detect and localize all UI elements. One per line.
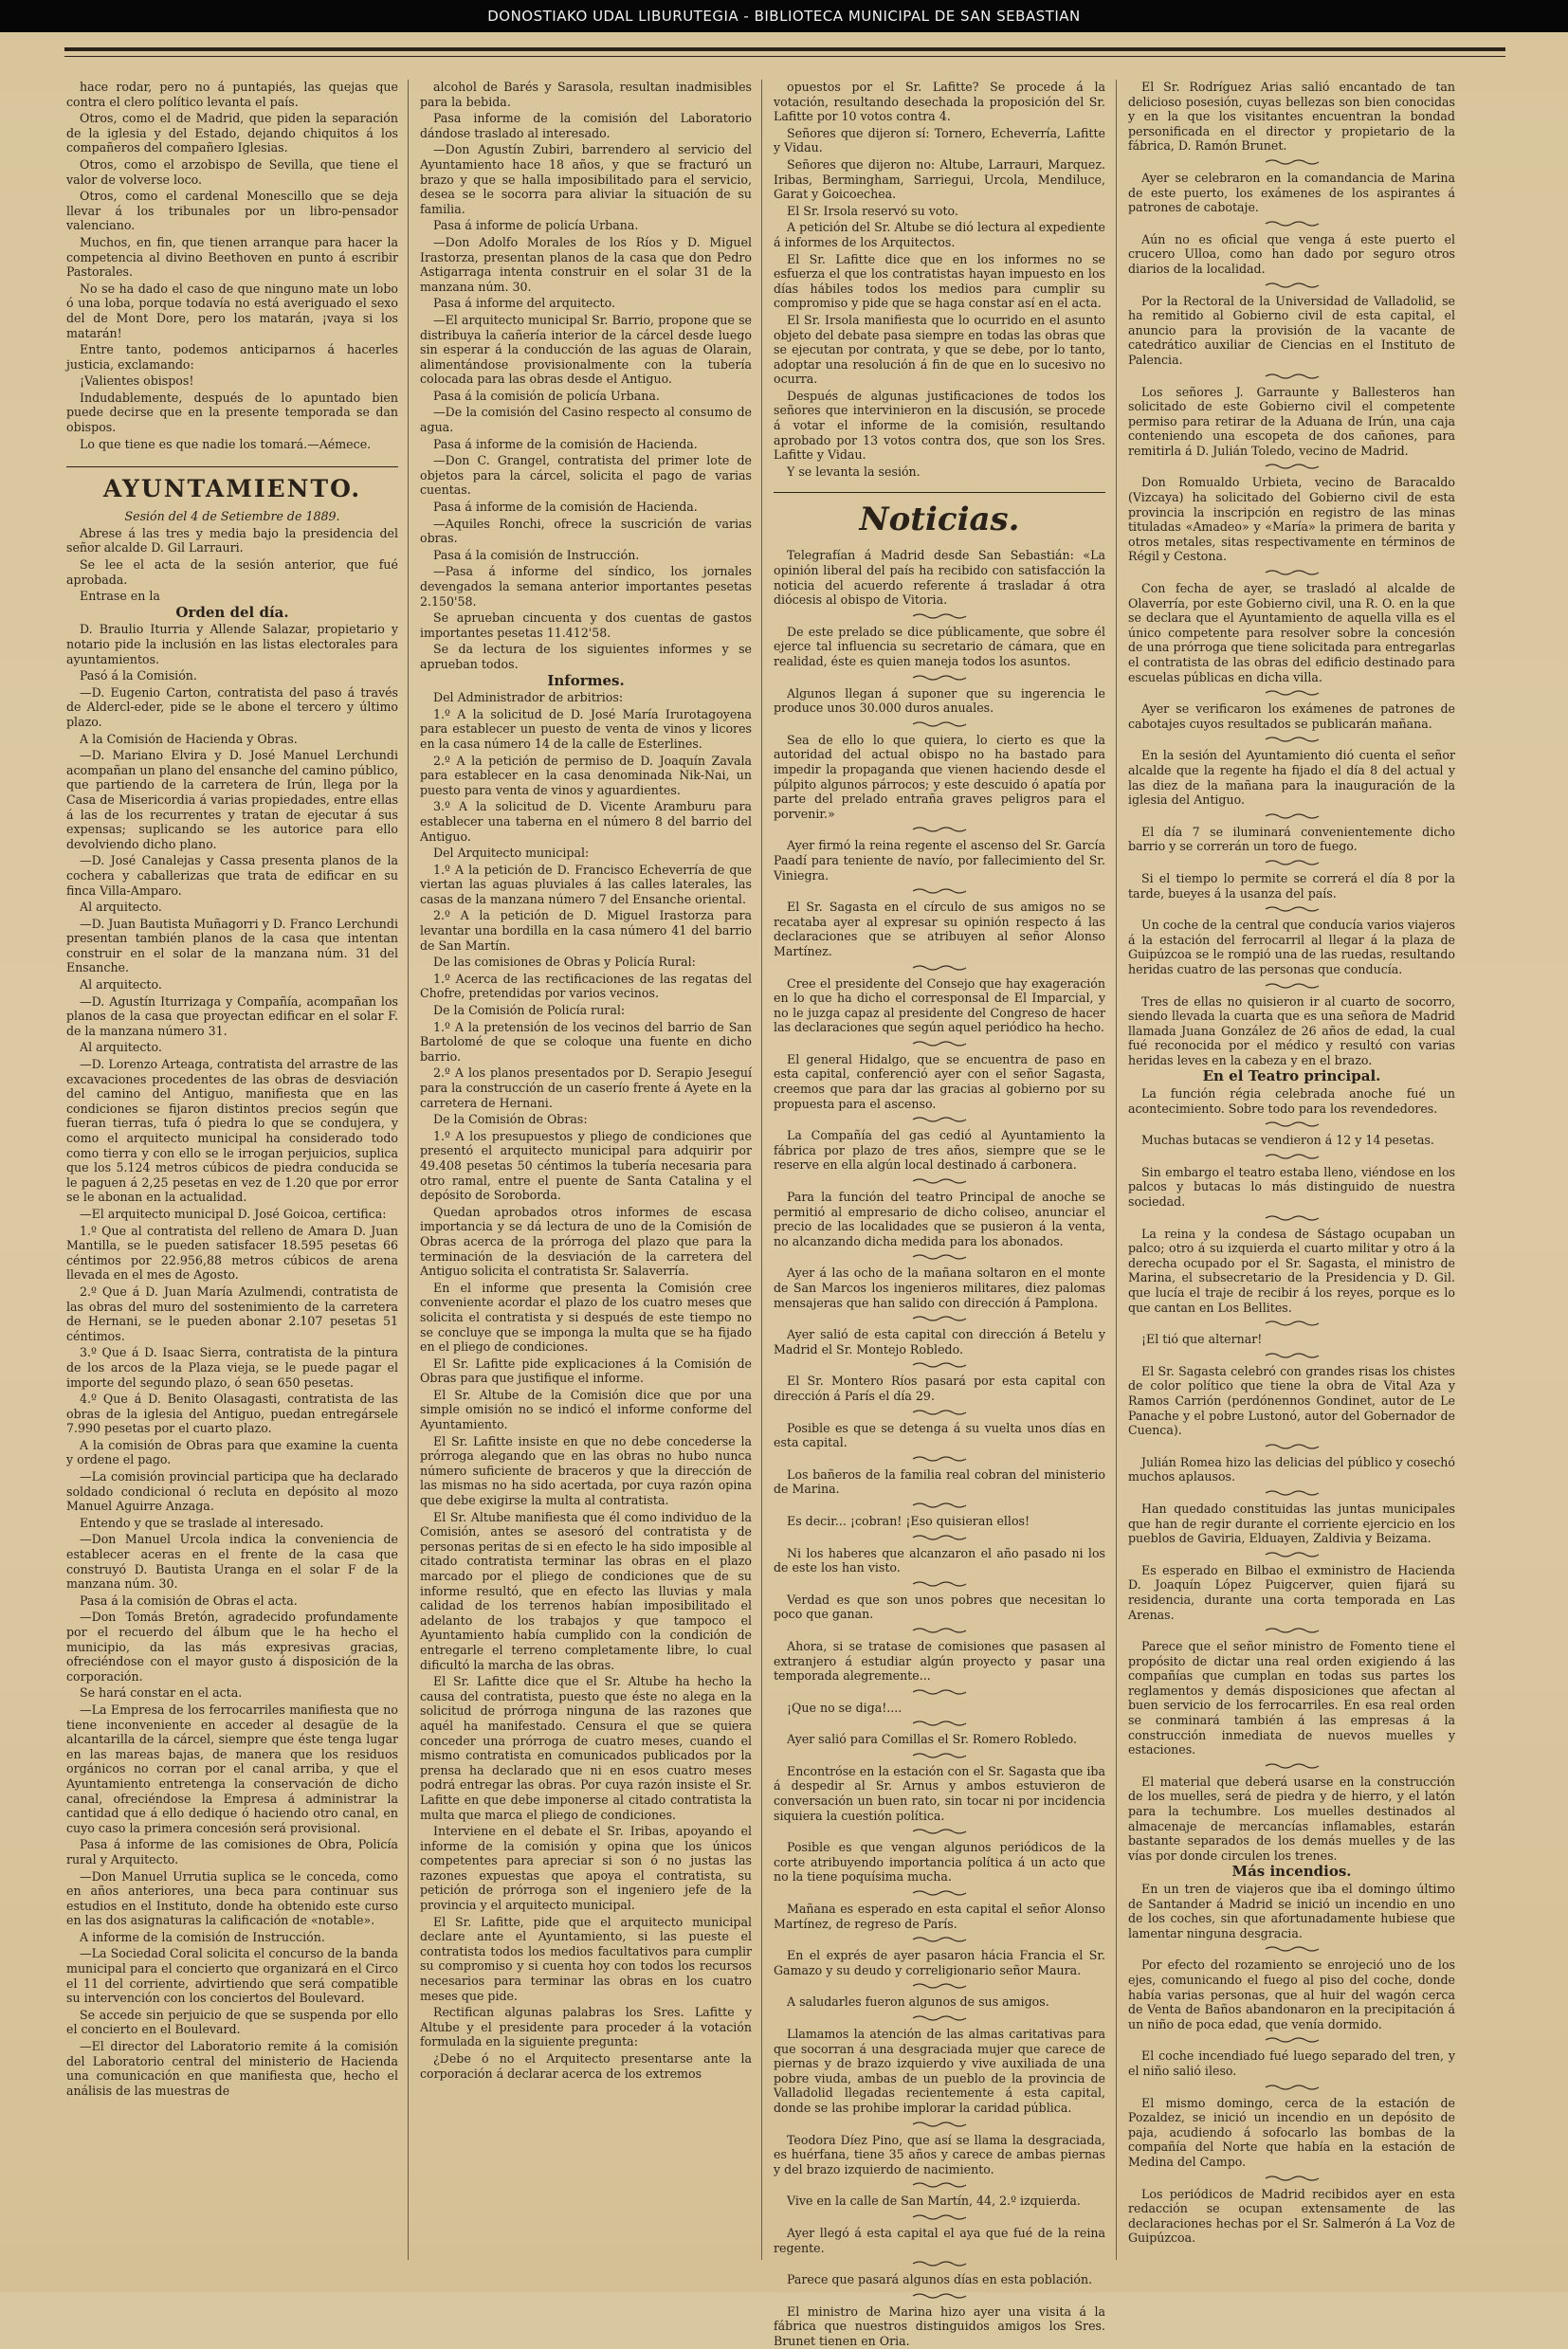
paragraph: 2.º A la petición de permiso de D. Joaquín Zavala para establecer en la casa denominada Nik-Nai, un puesto para venta de vinos y aguardientes. bbox=[420, 753, 752, 797]
column-3-part-a bbox=[774, 80, 1105, 479]
paragraph: 1.º Acerca de las rectificaciones de las regatas del Chofre, pretendidas por varios vecinos. bbox=[420, 971, 752, 1001]
paragraph: En el exprés de ayer pasaron hácia Francia el Sr. Gamazo y su deudo y correligionario señor Maura. bbox=[774, 1948, 1105, 1977]
paragraph: Aún no es oficial que venga á este puerto el crucero Ulloa, como han dado por seguro otros diarios de la localidad. bbox=[1128, 231, 1455, 276]
paragraph: El Sr. Montero Ríos pasará por esta capital con dirección á París el día 29. bbox=[774, 1374, 1105, 1403]
paragraph: Los señores J. Garraunte y Ballesteros han solicitado de este Gobierno civil el competente permiso para retirar de la Aduana de Irún, una caja conteniendo una escopeta de dos cañones, para remitirla á D. Julián Toledo, vecino de Madrid. bbox=[1128, 384, 1455, 458]
paragraph: El Sr. Altube manifiesta que él como individuo de la Comisión, antes se asesoró del contratista y de personas peritas de si en efecto le ha sido imposible al citado contratista terminar las obras en el plazo marcado por el pliego de condiciones que de su informe resultó, que en efecto las lluvias y mala calidad de los terrenos habían imposibilitado el adelanto de los trabajos y que tampoco el Ayuntamiento había cumplido con la condición de entregarle el terreno completamente libre, lo cual dificultó la marcha de las obras. bbox=[420, 1509, 752, 1672]
paragraph: El Sr. Lafitte dice que en los informes no se esfuerza el que los contratistas hayan impuesto en los días hábiles todos los medios para cumplir su compromiso y pide que se haga constar así en el acta. bbox=[774, 251, 1105, 311]
noticias-body bbox=[774, 548, 1105, 2348]
paragraph: Lo que tiene es que nadie los tomará.—Aémece. bbox=[80, 436, 372, 451]
paragraph: El Sr. Rodríguez Arias salió encantado de tan delicioso posesión, cuyas bellezas son bien conocidas y en la que los visitantes encuentran la bondad personificada en el director y propietario de la fábrica, D. Ramón Brunet. bbox=[1128, 80, 1455, 154]
paragraph: Teodora Díez Pino, que así se llama la desgraciada, es huérfana, tiene 35 años y carece de ambas piernas y del brazo izquierdo de nacimiento. bbox=[774, 2132, 1105, 2176]
item-separator bbox=[1264, 1443, 1321, 1450]
paragraph: Ayer salió de esta capital con dirección á Betelu y Madrid el Sr. Montejo Robledo. bbox=[774, 1327, 1105, 1357]
paragraph: El Sr. Lafitte dice que el Sr. Altube ha hecho la causa del contratista, puesto que éste no alega en la solicitud de prórroga ninguna de las razones que aquél ha manifestado. Censura el que se quiera conceder una prórroga de cuatro meses, cuando el mismo contratista en comunicados publicados por la prensa ha declarado que ni en esos cuatro meses podrá entregar las obras. Por cuya razón insiste el Sr. Lafitte en que debe imponerse al citado contratista la multa que marca el pliego de condiciones. bbox=[420, 1674, 752, 1822]
paragraph: Al arquitecto. bbox=[80, 977, 162, 992]
paragraph: —El director del Laboratorio remite á la comisión del Laboratorio central del ministerio de Hacienda una comunicación en que manifiesta que, hecho el análisis de las muestras de bbox=[66, 2039, 398, 2098]
paragraph: El ministro de Marina hizo ayer una visita á la fábrica que nuestros distinguidos amigos los Sres. Brunet tienen en Oria. bbox=[774, 2303, 1105, 2348]
paragraph: Parece que pasará algunos días en esta población. bbox=[787, 2272, 1093, 2287]
paragraph: —De la comisión del Casino respecto al consumo de agua. bbox=[420, 405, 752, 435]
paragraph: Al arquitecto. bbox=[80, 1040, 162, 1055]
paragraph: La función régia celebrada anoche fué un acontecimiento. Sobre todo para los revendedores. bbox=[1128, 1086, 1455, 1116]
paragraph: Mañana es esperado en esta capital el señor Alonso Martínez, de regreso de París. bbox=[774, 1902, 1105, 1931]
paragraph: De este prelado se dice públicamente, que sobre él ejerce tal influencia su secretario de cámara, que en realidad, éste es quien maneja todos los asuntos. bbox=[774, 624, 1105, 668]
paragraph: Ayer se celebraron en la comandancia de Marina de este puerto, los exámenes de los aspirantes á patrones de cabotaje. bbox=[1128, 170, 1455, 215]
paragraph: —La Sociedad Coral solicita el concurso de la banda municipal para el concierto que organizará en el Circo el 11 del corriente, advirtiendo que será compatible su intervención con los conciertos del Boulevard. bbox=[66, 1946, 398, 2006]
paragraph: Entendo y que se traslade al interesado. bbox=[80, 1515, 324, 1530]
paragraph: Por la Rectoral de la Universidad de Valladolid, se ha remitido al Gobierno civil de esta capital, el anuncio para la provisión de la vacante de catedrático auxiliar de Ciencias en el Instituto de Palencia. bbox=[1128, 293, 1455, 367]
library-banner: DONOSTIAKO UDAL LIBURUTEGIA - BIBLIOTECA MUNICIPAL DE SAN SEBASTIAN bbox=[0, 0, 1568, 32]
item-separator bbox=[911, 2014, 968, 2022]
paragraph: A petición del Sr. Altube se dió lectura al expediente á informes de los Arquitectos. bbox=[774, 220, 1105, 249]
paragraph: —D. José Canalejas y Cassa presenta planos de la cochera y caballerizas que trata de edificar en su finca Villa-Amparo. bbox=[66, 853, 398, 898]
paragraph: Julián Romea hizo las delicias del público y cosechó muchos aplausos. bbox=[1128, 1454, 1455, 1484]
paragraph: En la sesión del Ayuntamiento dió cuenta el señor alcalde que la regente ha fijado el día 8 del actual y las diez de la mañana para la inauguración de la iglesia del Antiguo. bbox=[1128, 748, 1455, 808]
paragraph: Del Arquitecto municipal: bbox=[433, 846, 590, 861]
item-separator bbox=[1264, 1489, 1321, 1497]
paragraph: Vive en la calle de San Martín, 44, 2.º izquierda. bbox=[787, 2194, 1081, 2209]
paragraph: Para la función del teatro Principal de anoche se permitió al empresario de dicho coliseo, anunciar el precio de las localidades que se pusieron á la venta, no alcanzando dicha medida para los abonados. bbox=[774, 1190, 1105, 1248]
paragraph: —D. Mariano Elvira y D. José Manuel Lerchundi acompañan un plano del ensanche del camino público, que partiendo de la carretera de Irún, llega por la Casa de Misericordia á varias propiedades, entre ellas á las de los recurrentes y tratan de ejecutar á sus expensas; suplicando se les autorice para ello devolviendo dicho plano. bbox=[66, 748, 398, 851]
item-separator bbox=[1264, 2036, 1321, 2044]
paragraph: Del Administrador de arbitrios: bbox=[433, 690, 624, 705]
paragraph: —Don C. Grangel, contratista del primer lote de objetos para la cárcel, solicita el pago de varias cuentas. bbox=[420, 453, 752, 498]
column-2-part-a bbox=[420, 80, 752, 672]
opening-paragraphs bbox=[66, 526, 398, 604]
item-separator bbox=[911, 2121, 968, 2128]
paragraph: Sin embargo el teatro estaba lleno, viéndose en los palcos y butacas lo más distinguido de nuestra sociedad. bbox=[1128, 1164, 1455, 1210]
item-separator bbox=[911, 1177, 968, 1185]
paragraph: A saludarles fueron algunos de sus amigos. bbox=[787, 1994, 1049, 2010]
paragraph: 1.º A la solicitud de D. José María Irurotagoyena para establecer un puesto de venta de vinos y licores en la casa número 14 de la calle de Esterlines. bbox=[420, 706, 752, 751]
paragraph: A la Comisión de Hacienda y Obras. bbox=[80, 731, 298, 746]
item-separator bbox=[1264, 2084, 1321, 2091]
item-separator bbox=[1264, 859, 1321, 866]
column-4 bbox=[1128, 80, 1455, 2269]
item-separator bbox=[911, 720, 968, 728]
paragraph: Señores que dijeron sí: Tornero, Echeverría, Lafitte y Vidau. bbox=[774, 125, 1105, 155]
paragraph: De la Comisión de Obras: bbox=[433, 1112, 588, 1127]
item-separator bbox=[911, 826, 968, 833]
paragraph: —D. Eugenio Carton, contratista del paso á través de Aldercl-eder, pide se le abone el tercero y último plazo. bbox=[66, 684, 398, 729]
item-separator bbox=[1264, 1214, 1321, 1222]
item-separator bbox=[1264, 736, 1321, 743]
item-separator bbox=[911, 1315, 968, 1322]
paragraph: De la Comisión de Policía rural: bbox=[433, 1003, 626, 1018]
item-separator bbox=[911, 1253, 968, 1261]
paragraph: —D. Juan Bautista Muñagorri y D. Franco Lerchundi presentan también planos de la casa que intentan construir en el solar de la manzana núm. 31 del Ensanche. bbox=[66, 916, 398, 975]
paragraph: Por efecto del rozamiento se enrojeció uno de los ejes, comunicando el fuego al piso del coche, donde había varias personas, que al huir del wagón cerca de Venta de Baños abandonaron en la precipitación á un niño de poca edad, que venía dormido. bbox=[1128, 1958, 1455, 2031]
paragraph: 2.º Que á D. Juan María Azulmendi, contratista de las obras del muro del sostenimiento de la carretera de Hernani, se le pueden abonar 2.107 pesetas 51 céntimos. bbox=[66, 1284, 398, 1343]
column-2 bbox=[420, 80, 752, 2269]
paragraph: Si el tiempo lo permite se correrá el día 8 por la tarde, bueyes á la usanza del país. bbox=[1128, 870, 1455, 901]
item-separator bbox=[911, 1627, 968, 1634]
paragraph: Pasa á informe de las comisiones de Obra, Policía rural y Arquitecto. bbox=[66, 1837, 398, 1866]
paragraph: Rectifican algunas palabras los Sres. Lafitte y Altube y el presidente para proceder á la votación formulada en la siguiente pregunta: bbox=[420, 2005, 752, 2049]
paragraph: Con fecha de ayer, se trasladó al alcalde de Olaverría, por este Gobierno civil, una R. O. en la que se declara que el Ayuntamiento de aquella villa es el único competente para resolver sobre la concesión de una prórroga que tiene solicitada para entregarlas el contratista de las obras del edificio destinado para escuelas públicas en dicha villa. bbox=[1128, 581, 1455, 684]
column-divider bbox=[761, 80, 762, 2260]
paragraph: alcohol de Barés y Sarasola, resultan inadmisibles para la bebida. bbox=[420, 80, 752, 109]
paragraph: En el informe que presenta la Comisión cree conveniente acordar el plazo de los cuatro meses que solicita el contratista y si después de este tiempo no se concluye que se imponga la multa que se ha fijado en el pliego de condiciones. bbox=[420, 1280, 752, 1355]
item-separator bbox=[911, 674, 968, 682]
paragraph: 3.º A la solicitud de D. Vicente Aramburu para establecer una taberna en el número 8 del barrio del Antiguo. bbox=[420, 799, 752, 844]
paragraph: Ni los haberes que alcanzaron el año pasado ni los de este los han visto. bbox=[774, 1545, 1105, 1575]
item-separator bbox=[911, 1828, 968, 1835]
paragraph: Pasa á la comisión de policía Urbana. bbox=[433, 388, 660, 403]
paragraph: El Sr. Sagasta en el círculo de sus amigos no se recataba ayer al expresar su opinión respecto á las declaraciones que se atribuyen al señor Alonso Martínez. bbox=[774, 900, 1105, 958]
paragraph: Ahora, si se tratase de comisiones que pasasen al extranjero á estudiar algún proyecto y pasar una temporada alegremente... bbox=[774, 1638, 1105, 1684]
column-4-part-a bbox=[1128, 80, 1455, 1067]
item-separator bbox=[911, 1409, 968, 1416]
paragraph: Telegrafían á Madrid desde San Sebastián: «La opinión liberal del país ha recibido con satisfacción la noticia del acuerdo referente á trasladar á otra diócesis al obispo de Vitoria. bbox=[774, 548, 1105, 608]
paragraph: opuestos por el Sr. Lafitte? Se procede á la votación, resultando desechada la proposición del Sr. Lafitte por 10 votos contra 4. bbox=[774, 80, 1105, 124]
paragraph: El Sr. Sagasta celebró con grandes risas los chistes de color político que tiene la obra de Vital Aza y Ramos Carrión (perdónennos Gondinet, autor de Le Panache y el pobre Lustonó, autor del Gobernador de Cuenca). bbox=[1128, 1363, 1455, 1438]
paragraph: Tres de ellas no quisieron ir al cuarto de socorro, siendo llevada la cuarta que es una señora de Madrid llamada Juana González de 26 años de edad, la cual fué reconocida por el médico y resultó con varias heridas leves en la cabeza y en el brazo. bbox=[1128, 993, 1455, 1067]
paragraph: Ayer á las ocho de la mañana soltaron en el monte de San Marcos los ingenieros militares, diez palomas mensajeras que han salido con dirección á Pamplona. bbox=[774, 1266, 1105, 1310]
paragraph: Abrese á las tres y media bajo la presidencia del señor alcalde D. Gil Larrauri. bbox=[66, 525, 398, 555]
item-separator bbox=[1264, 282, 1321, 289]
paragraph: Parece que el señor ministro de Fomento tiene el propósito de dictar una real orden exigiendo á las compañías que cumplan en todas sus partes los reglamentos y demás disposiciones que afectan al buen servicio de los ferrocarriles. En esa real orden se conminará también á las empresas á la construcción inmediata de nuevos muelles y estaciones. bbox=[1128, 1639, 1455, 1757]
paragraph: Posible es que se detenga á su vuelta unos días en esta capital. bbox=[774, 1420, 1105, 1450]
paragraph: Pasa á informe de la comisión de Hacienda. bbox=[433, 436, 698, 451]
item-separator bbox=[1264, 158, 1321, 166]
item-separator bbox=[911, 2181, 968, 2189]
paragraph: Llamamos la atención de las almas caritativas para que socorran á una desgraciada mujer que carece de piernas y de brazo izquierdo y vive auxiliada de una pobre viuda, ambas de un pueblo de la provincia de Valladolid llegadas recientemente á esta capital, donde se las prohibe implorar la caridad pública. bbox=[774, 2027, 1105, 2115]
paragraph: —Pasa á informe del síndico, los jornales devengados la semana anterior importantes pesetas 2.150'58. bbox=[420, 564, 752, 609]
paragraph: Pasa á la comisión de Instrucción. bbox=[433, 547, 640, 562]
item-separator bbox=[1264, 1551, 1321, 1558]
paragraph: Don Romualdo Urbieta, vecino de Baracaldo (Vizcaya) ha solicitado del Gobierno civil de esta provincia la inscripción en registro de las minas tituladas «Amadeo» y «María» la primera de barita y otros metales, sitas respectivamente en términos de Régil y Cestona. bbox=[1128, 475, 1455, 564]
item-separator bbox=[1264, 689, 1321, 697]
incendios-heading: Más incendios. bbox=[1231, 1863, 1352, 1881]
item-separator bbox=[911, 1534, 968, 1541]
paragraph: —Aquiles Ronchi, ofrece la suscrición de varias obras. bbox=[420, 516, 752, 546]
item-separator bbox=[911, 1752, 968, 1759]
paragraph: Interviene en el debate el Sr. Iribas, apoyando el informe de la comisión y opina que los únicos competentes para apreciar si son ó no justas las razones expuestas que apoya el contratista, su petición de prórroga son el ingeniero jefe de la provincia y el arquitecto municipal. bbox=[420, 1824, 752, 1913]
paragraph: Es esperado en Bilbao el exministro de Hacienda D. Joaquín López Puigcerver, quien fijará su residencia, durante una corta temporada en Las Arenas. bbox=[1128, 1562, 1455, 1622]
item-separator bbox=[911, 2292, 968, 2300]
item-separator bbox=[1264, 1945, 1321, 1953]
paragraph: A informe de la comisión de Instrucción. bbox=[80, 1929, 325, 1944]
paragraph: El Sr. Lafitte pide explicaciones á la Comisión de Obras para que justifique el informe. bbox=[420, 1356, 752, 1386]
paragraph: Verdad es que son unos pobres que necesitan lo poco que ganan. bbox=[774, 1592, 1105, 1622]
paragraph: ¿Debe ó no el Arquitecto presentarse ante la corporación á declarar acerca de los extremos bbox=[420, 2051, 752, 2081]
item-separator bbox=[1264, 1320, 1321, 1327]
paragraph: Indudablemente, después de lo apuntado bien puede decirse que en la presente temporada se dan obispos. bbox=[66, 390, 398, 435]
paragraph: 1.º A los presupuestos y pliego de condiciones que presentó el arquitecto municipal para adquirir por 49.408 pesetas 50 céntimos la tubería necesaria para otro ramal, entre el puente de Santa Catalina y el depósito de Soroborda. bbox=[420, 1128, 752, 1203]
noticias-heading: Noticias. bbox=[774, 492, 1105, 538]
paragraph: —Don Agustín Zubiri, barrendero al servicio del Ayuntamiento hace 18 años, y que se fracturó un brazo y que se halla imposibilitado para el servicio, desea se le socorra para aliviar la situación de su familia. bbox=[420, 142, 752, 216]
paragraph: 3.º Que á D. Isaac Sierra, contratista de la pintura de los arcos de la Plaza vieja, se le puede pagar el importe del segundo plazo, ó sean 650 pesetas. bbox=[66, 1345, 398, 1390]
paragraph: Se aprueban cincuenta y dos cuentas de gastos importantes pesetas 11.412'58. bbox=[420, 610, 752, 640]
item-separator bbox=[1264, 1153, 1321, 1160]
paragraph: La reina y la condesa de Sástago ocupaban un palco; otro á su izquierda el cuarto militar y otro á la derecha ocupado por el Sr. Sagasta, el ministro de Marina, el subsecretario de la Presidencia y D. Gil. que lucía el traje de recibir á los reyes, porque es lo que cantan en Los Bellites. bbox=[1128, 1226, 1455, 1315]
paragraph: Se da lectura de los siguientes informes y se aprueban todos. bbox=[420, 642, 752, 671]
paragraph: ¡El tió que alternar! bbox=[1141, 1332, 1263, 1347]
paragraph: El coche incendiado fué luego separado del tren, y el niño salió ileso. bbox=[1128, 2049, 1455, 2078]
column-4-part-c bbox=[1128, 1882, 1455, 2246]
item-separator bbox=[911, 1502, 968, 1509]
paragraph: Ayer se verificaron los exámenes de patrones de cabotajes cuyos resultados se publicarán mañana. bbox=[1128, 701, 1455, 731]
item-separator bbox=[911, 2260, 968, 2267]
paragraph: Pasa á informe de policía Urbana. bbox=[433, 218, 639, 233]
item-separator bbox=[1264, 1352, 1321, 1359]
paragraph: —Don Adolfo Morales de los Ríos y D. Miguel Irastorza, presentan planos de la casa que don Pedro Astigarraga intenta construir en el solar 31 de la manzana núm. 30. bbox=[420, 234, 752, 294]
column-2-part-b bbox=[420, 690, 752, 2081]
paragraph: No se ha dado el caso de que ninguno mate un lobo ó una loba, porque todavía no está averiguado el sexo del de Mont Dore, pero los matarán, ¡vaya si los matarán! bbox=[66, 281, 398, 340]
paragraph: Se lee el acta de la sesión anterior, que fué aprobada. bbox=[66, 557, 398, 587]
paragraph: Pasa á la comisión de Obras el acta. bbox=[80, 1593, 298, 1608]
item-separator bbox=[1264, 905, 1321, 913]
paragraph: Pasa informe de la comisión del Laboratorio dándose traslado al interesado. bbox=[420, 111, 752, 140]
item-separator bbox=[911, 1040, 968, 1047]
paragraph: Es decir... ¡cobran! ¡Eso quisieran ellos! bbox=[787, 1513, 1030, 1528]
paragraph: A la comisión de Obras para que examine la cuenta y ordene el pago. bbox=[66, 1437, 398, 1467]
informes-heading: Informes. bbox=[547, 671, 625, 689]
paragraph: ¡Que no se diga!.... bbox=[787, 1700, 903, 1715]
paragraph: El general Hidalgo, que se encuentra de paso en esta capital, conferenció ayer con el señor Sagasta, creemos que para dar las gracias al gobierno por su propuesta para el ascenso. bbox=[774, 1051, 1105, 1111]
paragraph: Sea de ello lo que quiera, lo cierto es que la autoridad del actual obispo no ha bastado para impedir la propaganda que vienen haciendo desde el púlpito algunos párrocos; y este descuido ó apatía por parte del prelado entraña graves peligros para el porvenir.» bbox=[774, 732, 1105, 821]
paragraph: —El arquitecto municipal Sr. Barrio, propone que se distribuya la cañería interior de la cárcel desde luego sin esperar á la conducción de las aguas de Olarain, alimentándose provisionalmente con la tubería colocada para las obras desde el Antiguo. bbox=[420, 312, 752, 387]
paragraph: Otros, como el cardenal Monescillo que se deja llevar á los tribunales por un libro-pensador valenciano. bbox=[66, 189, 398, 233]
paragraph: —Don Manuel Urcola indica la conveniencia de establecer aceras en el frente de la casa que construyó D. Bautista Uranga en el solar F de la manzana núm. 30. bbox=[66, 1532, 398, 1592]
item-separator bbox=[911, 1116, 968, 1123]
paragraph: El Sr. Lafitte, pide que el arquitecto municipal declare ante el Ayuntamiento, si las pueste el contratista todos los medios facultativos para cumplir su compromiso y si cuenta hoy con todos los recursos necesarios para terminar las obras en los cuatro meses que pide. bbox=[420, 1914, 752, 2003]
paragraph: —D. Agustín Iturrizaga y Compañía, acompañan los planos de la casa que proyectan edificar en el solar F. de la manzana número 31. bbox=[66, 993, 398, 1038]
paragraph: Han quedado constituidas las juntas municipales que han de regir durante el corriente ejercicio en los pueblos de Gaviria, Elduayen, Zaldivia y Beizama. bbox=[1128, 1501, 1455, 1546]
column-1 bbox=[66, 80, 398, 2269]
item-separator bbox=[911, 1936, 968, 1943]
column-3 bbox=[774, 80, 1105, 2348]
paragraph: Los periódicos de Madrid recibidos ayer en esta redacción se ocupan extensamente de las declaraciones hechas por el Sr. Salmerón á La Voz de Guipúzcoa. bbox=[1128, 2186, 1455, 2246]
paragraph: Entre tanto, podemos anticiparnos á hacerles justicia, exclamando: bbox=[66, 342, 398, 372]
paragraph: En un tren de viajeros que iba el domingo último de Santander á Madrid se inició un incendio en uno de los coches, sin que afortunadamente hubiese que lamentar ninguna desgracia. bbox=[1128, 1882, 1455, 1940]
paragraph: Después de algunas justificaciones de todos los señores que intervinieron en la discusión, se procede á votar el informe de la comisión, resultando aprobado por 13 votos contra dos, que son los Sres. Lafitte y Vidau. bbox=[774, 388, 1105, 463]
paragraph: Pasa á informe de la comisión de Hacienda. bbox=[433, 500, 698, 515]
item-separator bbox=[911, 612, 968, 620]
paragraph: 1.º Que al contratista del relleno de Amara D. Juan Mantilla, se le pueden satisfacer 18.595 pesetas 66 céntimos por 22.956,88 metros cúbicos de arena llevada en el mes de Agosto. bbox=[66, 1223, 398, 1283]
paragraph: El material que deberá usarse en la construcción de los muelles, será de piedra y de hierro, y el latón para la techumbre. Los muelles destinados al almacenaje de mercancías inflamables, estarán bastante separados de los demás muelles y de las vías por donde circulen los trenes. bbox=[1128, 1774, 1455, 1863]
paragraph: Señores que dijeron no: Altube, Larrauri, Marquez. Iribas, Bermingham, Sarriegui, Urcola, Mendiluce, Garat y Goicoechea. bbox=[774, 156, 1105, 202]
paragraph: Otros, como el de Madrid, que piden la separación de la iglesia y del Estado, dejando chiquitos á los compañeros del compañero Iglesias. bbox=[66, 111, 398, 155]
paragraph: El mismo domingo, cerca de la estación de Pozaldez, se inició un incendio en un depósito de paja, acudiendo á sofocarlo las bombas de la compañía del Norte que había en la estación de Medina del Campo. bbox=[1128, 2095, 1455, 2169]
paragraph: —La comisión provincial participa que ha declarado soldado condicional ó recluta en depósito al mozo Manuel Aguirre Anzaga. bbox=[66, 1469, 398, 1514]
item-separator bbox=[1264, 982, 1321, 990]
paragraph: —Don Manuel Urrutia suplica se le conceda, como en años anteriores, una beca para continuar sus estudios en el Instituto, donde ha obtenido este curso en las dos asignaturas la calificación de «notable». bbox=[66, 1868, 398, 1928]
paragraph: hace rodar, pero no á puntapiés, las quejas que contra el clero político levanta el país. bbox=[66, 80, 398, 109]
item-separator bbox=[911, 1361, 968, 1369]
paragraph: El Sr. Irsola reservó su voto. bbox=[787, 203, 958, 218]
column-4-part-b bbox=[1128, 1086, 1455, 1863]
item-separator bbox=[911, 1455, 968, 1463]
paragraph: Muchos, en fin, que tienen arranque para hacer la competencia al divino Beethoven en punto á escribir Pastorales. bbox=[66, 234, 398, 280]
paragraph: 1.º A la pretensión de los vecinos del barrio de San Bartolomé de que se coloque una fuente en dicho barrio. bbox=[420, 1019, 752, 1064]
column-divider bbox=[1116, 80, 1117, 2260]
paragraph: Ayer salió para Comillas el Sr. Romero Robledo. bbox=[787, 1732, 1077, 1747]
paragraph: 1.º A la petición de D. Francisco Echeverría de que viertan las aguas pluviales á las calles laterales, las casas de la manzana número 7 del Ensanche oriental. bbox=[420, 862, 752, 906]
intro-paragraphs bbox=[66, 80, 398, 451]
item-separator bbox=[1264, 1120, 1321, 1128]
paragraph: Los bañeros de la familia real cobran del ministerio de Marina. bbox=[774, 1466, 1105, 1497]
item-separator bbox=[1264, 373, 1321, 380]
paragraph: El Sr. Altube de la Comisión dice que por una simple omisión no se indicó el informe conforme del Ayuntamiento. bbox=[420, 1387, 752, 1432]
paragraph: Ayer firmó la reina regente el ascenso del Sr. García Paadí para teniente de navío, por fallecimiento del Sr. Viniegra. bbox=[774, 838, 1105, 883]
column-divider bbox=[408, 80, 409, 2260]
ayuntamiento-body bbox=[66, 622, 398, 2098]
item-separator bbox=[911, 964, 968, 972]
paragraph: Entrase en la bbox=[80, 589, 160, 604]
paragraph: 4.º Que á D. Benito Olasagasti, contratista de las obras de la iglesia del Antiguo, puedan entregársele 7.990 pesetas por el cuarto plazo. bbox=[66, 1392, 398, 1436]
paragraph: De las comisiones de Obras y Policía Rural: bbox=[433, 955, 696, 970]
paragraph: —D. Lorenzo Arteaga, contratista del arrastre de las excavaciones procedentes de las obras de desviación del camino del Antiguo, manifiesta que en las condiciones se fijaron distintos precios según que fueran tierras, tufa ó piedra lo que se condujera, y como el arquitecto municipal ha considerado todo como tierra y con ello se le irrogan perjuicios, suplica que los 5.124 metros cúbicos de piedra conducida se le paguen á 2,25 pesetas en vez de 1.20 que por error se le abonan en la actualidad. bbox=[66, 1057, 398, 1205]
paragraph: Se hará constar en el acta. bbox=[80, 1685, 243, 1701]
paragraph: Otros, como el arzobispo de Sevilla, que tiene el valor de volverse loco. bbox=[66, 156, 398, 187]
teatro-heading: En el Teatro principal. bbox=[1202, 1067, 1381, 1085]
paragraph: —Don Tomás Bretón, agradecido profundamente por el recuerdo del álbum que le ha hecho el municipio, da las más expresivas gracias, ofreciéndose con el mayor gusto á disposición de la corporación. bbox=[66, 1610, 398, 1684]
item-separator bbox=[1264, 569, 1321, 576]
paragraph: Algunos llegan á suponer que su ingerencia le produce unos 30.000 duros anuales. bbox=[774, 685, 1105, 716]
paragraph: Y se levanta la sesión. bbox=[787, 464, 921, 479]
paragraph: Al arquitecto. bbox=[80, 900, 162, 915]
paragraph: Ayer llegó á esta capital el aya que fué de la reina regente. bbox=[774, 2225, 1105, 2255]
paragraph: Quedan aprobados otros informes de escasa importancia y se dá lectura de uno de la Comisión de Obras acerca de la prórroga del plazo que para la terminación de la desviación de la carretera del Antiguo solicita el contratista Sr. Salaverría. bbox=[420, 1204, 752, 1279]
item-separator bbox=[911, 1889, 968, 1897]
paragraph: Muchas butacas se vendieron á 12 y 14 pesetas. bbox=[1141, 1133, 1434, 1148]
paragraph: El Sr. Lafitte insiste en que no debe concederse la prórroga alegando que en las obras no hubo nunca número suficiente de braceros y que la dirección de las mismas no ha sido acertada, por cuya razón opina que debe exigirse la multa al contratista. bbox=[420, 1433, 752, 1508]
session-date: Sesión del 4 de Setiembre de 1889. bbox=[124, 509, 340, 524]
item-separator bbox=[1264, 2175, 1321, 2182]
paragraph: El Sr. Irsola manifiesta que lo ocurrido en el asunto objeto del debate pasa siempre en todas las obras que se ejecutan por contrata, y que se debe, por lo tanto, adoptar una resolución á fin de que en lo sucesivo no ocurra. bbox=[774, 312, 1105, 387]
item-separator bbox=[911, 1982, 968, 1990]
paragraph: Pasa á informe del arquitecto. bbox=[433, 296, 615, 311]
item-separator bbox=[1264, 812, 1321, 820]
paragraph: Un coche de la central que conducía varios viajeros á la estación del ferrocarril al llegar á la plaza de Guipúzcoa se le rompió una de las ruedas, resultando heridas cuatro de las personas que conducía. bbox=[1128, 918, 1455, 976]
paragraph: Encontróse en la estación con el Sr. Sagasta que iba á despedir al Sr. Arnus y ambos estuvieron de conversación un buen rato, sin tocar ni por incidencia siquiera la cuestión política. bbox=[774, 1763, 1105, 1823]
item-separator bbox=[911, 1688, 968, 1696]
item-separator bbox=[911, 1720, 968, 1727]
masthead-rule bbox=[64, 47, 1505, 57]
item-separator bbox=[911, 1580, 968, 1588]
item-separator bbox=[911, 887, 968, 895]
paragraph: 2.º A los planos presentados por D. Serapio Jeseguí para la construcción de un caserío frente á Ayete en la carretera de Hernani. bbox=[420, 1065, 752, 1110]
paragraph: Pasó á la Comisión. bbox=[80, 668, 197, 683]
paragraph: Posible es que vengan algunos periódicos de la corte atribuyendo importancia política á un acto que no la tiene poquísima mucha. bbox=[774, 1840, 1105, 1885]
item-separator bbox=[1264, 220, 1321, 228]
paragraph: La Compañía del gas cedió al Ayuntamiento la fábrica por plazo de tres años, siempre que se le reserve en ella algún local destinado á carbonera. bbox=[774, 1128, 1105, 1173]
item-separator bbox=[1264, 463, 1321, 470]
item-separator bbox=[911, 2213, 968, 2221]
orden-del-dia-heading: Orden del día. bbox=[175, 603, 289, 621]
item-separator bbox=[1264, 1627, 1321, 1634]
paragraph: —El arquitecto municipal D. José Goicoa, certifica: bbox=[80, 1206, 387, 1221]
paragraph: —La Empresa de los ferrocarriles manifiesta que no tiene inconveniente en acceder al desagüe de la alcantarilla de la cárcel, siempre que éste tenga lugar en las mareas bajas, de manera que los residuos orgánicos no corran por el canal arriba, y que el Ayuntamiento entretenga la conservación de dicho canal, ofreciéndose la Empresa á administrar la cantidad que á ello dedique ó haciendo otro canal, en cuyo caso la primera concesión será provisional. bbox=[66, 1702, 398, 1835]
paragraph: 2.º A la petición de D. Miguel Irastorza para levantar una bordilla en la casa número 41 del barrio de San Martín. bbox=[420, 908, 752, 953]
paragraph: D. Braulio Iturria y Allende Salazar, propietario y notario pide la inclusión en las listas electorales para ayuntamientos. bbox=[66, 622, 398, 666]
item-separator bbox=[1264, 1762, 1321, 1770]
ayuntamiento-heading: AYUNTAMIENTO. bbox=[66, 466, 398, 503]
paragraph: ¡Valientes obispos! bbox=[80, 373, 194, 389]
paragraph: Cree el presidente del Consejo que hay exageración en lo que ha dicho el corresponsal de El Imparcial, y no le juzga capaz al presidente del Congreso de hacer las declaraciones que según aquel periódico ha hecho. bbox=[774, 975, 1105, 1035]
paragraph: Se accede sin perjuicio de que se suspenda por ello el concierto en el Boulevard. bbox=[66, 2007, 398, 2037]
paragraph: El día 7 se iluminará convenientemente dicho barrio y se correrán un toro de fuego. bbox=[1128, 824, 1455, 854]
